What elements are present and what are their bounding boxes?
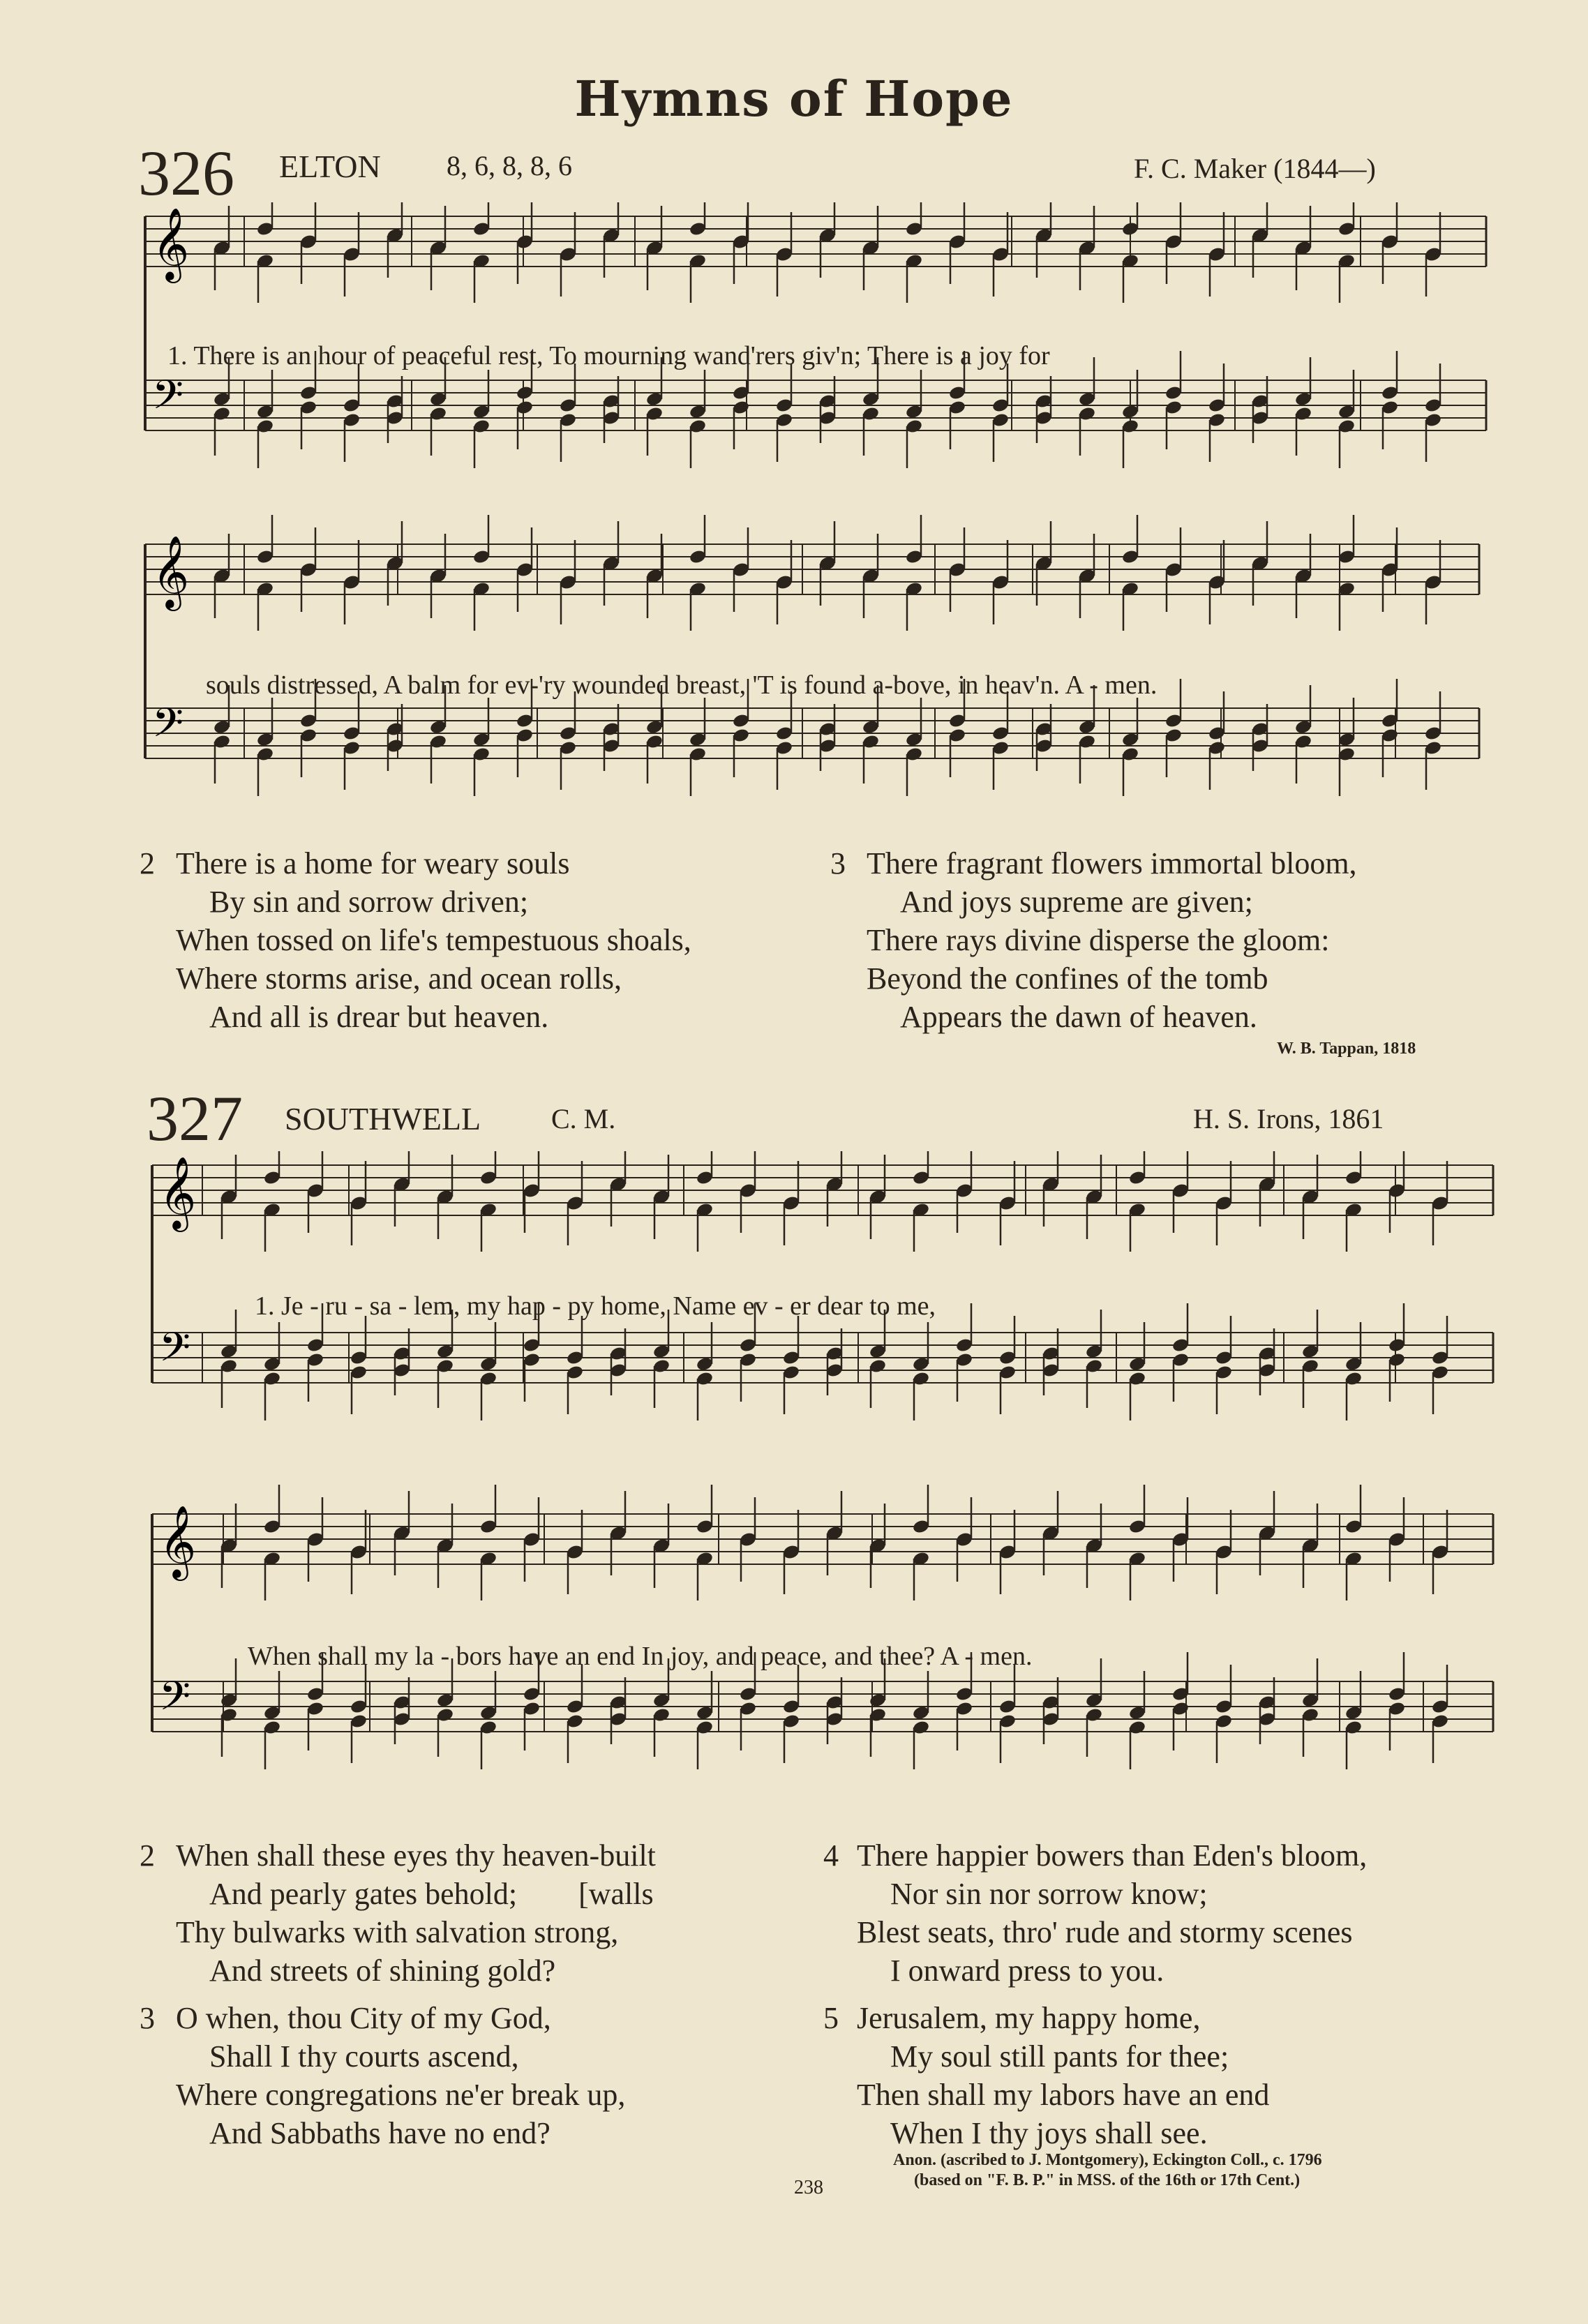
verse-number: 2 (140, 846, 155, 880)
verse-line: By sin and sorrow driven; (209, 885, 529, 919)
verse-line: When shall these eyes thy heaven-built (176, 1838, 656, 1873)
tune-name: ELTON (279, 149, 381, 184)
verse-line: Appears the dawn of heaven. (900, 1000, 1257, 1034)
verse-number: 2 (140, 1838, 155, 1873)
meter: 8, 6, 8, 8, 6 (447, 150, 572, 181)
verse-line: My soul still pants for thee; (890, 2039, 1229, 2074)
verse-line: There rays divine disperse the gloom: (867, 923, 1330, 957)
verse-line: And all is drear but heaven. (209, 1000, 549, 1034)
svg-text:𝄢: 𝄢 (159, 1324, 191, 1381)
meter: C. M. (551, 1103, 616, 1134)
verse-line: Beyond the confines of the tomb (867, 961, 1268, 996)
verse-line: When tossed on life's tempestuous shoals, (176, 923, 691, 957)
hymn-number: 327 (147, 1083, 243, 1154)
music-lyric-line: 1. Je - ru - sa - lem, my hap - py home, Name ev - er dear to me, (255, 1291, 936, 1321)
svg-text:𝄢: 𝄢 (159, 1672, 191, 1730)
running-title: Hymns of Hope (574, 70, 1014, 128)
composer: F. C. Maker (1844—) (1134, 153, 1376, 184)
hymn-author: Anon. (ascribed to J. Montgomery), Eckington Coll., c. 1796 (893, 2151, 1322, 2169)
hymn-author: (based on "F. B. P." in MSS. of the 16th or 17th Cent.) (914, 2171, 1301, 2189)
hymn-author: W. B. Tappan, 1818 (1277, 1040, 1416, 1058)
svg-text:𝄢: 𝄢 (152, 699, 184, 756)
composer: H. S. Irons, 1861 (1193, 1103, 1384, 1134)
svg-text:𝄞: 𝄞 (152, 535, 190, 608)
page-number: 238 (794, 2177, 823, 2198)
svg-text:𝄢: 𝄢 (152, 371, 184, 428)
verse-line: Thy bulwarks with salvation strong, (176, 1915, 619, 1949)
verse-line: Nor sin nor sorrow know; (890, 1877, 1208, 1911)
verse-line: Jerusalem, my happy home, (857, 2001, 1201, 2035)
svg-text:𝄞: 𝄞 (159, 1505, 197, 1578)
system-1 (152, 1151, 1493, 1420)
verse-line: And joys supreme are given; (900, 885, 1253, 919)
verse-line: Where congregations ne'er break up, (176, 2078, 626, 2112)
verse-line: Blest seats, thro' rude and stormy scenes (857, 1915, 1353, 1949)
verse-line: And pearly gates behold; [walls (209, 1877, 654, 1911)
verse-line: I onward press to you. (890, 1954, 1164, 1988)
music-lyric-line: souls distressed, A balm for ev-'ry wounded breast, 'T is found a-bove, in heav'n. A - men. (206, 670, 1158, 700)
verse-number: 4 (823, 1838, 839, 1873)
verse-line: Where storms arise, and ocean rolls, (176, 961, 622, 996)
music-score (140, 1151, 1507, 1814)
verse-line: There happier bowers than Eden's bloom, (857, 1838, 1368, 1873)
verse-line: Then shall my labors have an end (857, 2078, 1270, 2112)
system-2 (152, 1485, 1493, 1769)
verse-number: 3 (140, 2001, 155, 2035)
verse-number: 3 (830, 846, 846, 880)
svg-text:𝄞: 𝄞 (152, 207, 190, 280)
system-1 (145, 202, 1486, 468)
verse-number: 5 (823, 2001, 839, 2035)
verse-line: Shall I thy courts ascend, (209, 2039, 519, 2074)
music-lyric-line: 1. There is an hour of peaceful rest, To mourning wand'rers giv'n; There is a joy for (167, 341, 1050, 370)
verse-line: And Sabbaths have no end? (209, 2116, 550, 2150)
verse-line: There is a home for weary souls (176, 846, 570, 880)
tune-name: SOUTHWELL (285, 1101, 481, 1137)
svg-text:𝄞: 𝄞 (159, 1156, 197, 1229)
music-lyric-line: When shall my la - bors have an end In joy, and peace, and thee? A - men. (248, 1642, 1033, 1671)
verse-line: There fragrant flowers immortal bloom, (867, 846, 1357, 880)
system-2 (145, 515, 1479, 796)
verse-line: And streets of shining gold? (209, 1954, 556, 1988)
verse-line: When I thy joys shall see. (890, 2116, 1208, 2150)
verse-line: O when, thou City of my God, (176, 2001, 551, 2035)
hymn-number: 326 (138, 137, 234, 209)
music-score (133, 202, 1500, 830)
